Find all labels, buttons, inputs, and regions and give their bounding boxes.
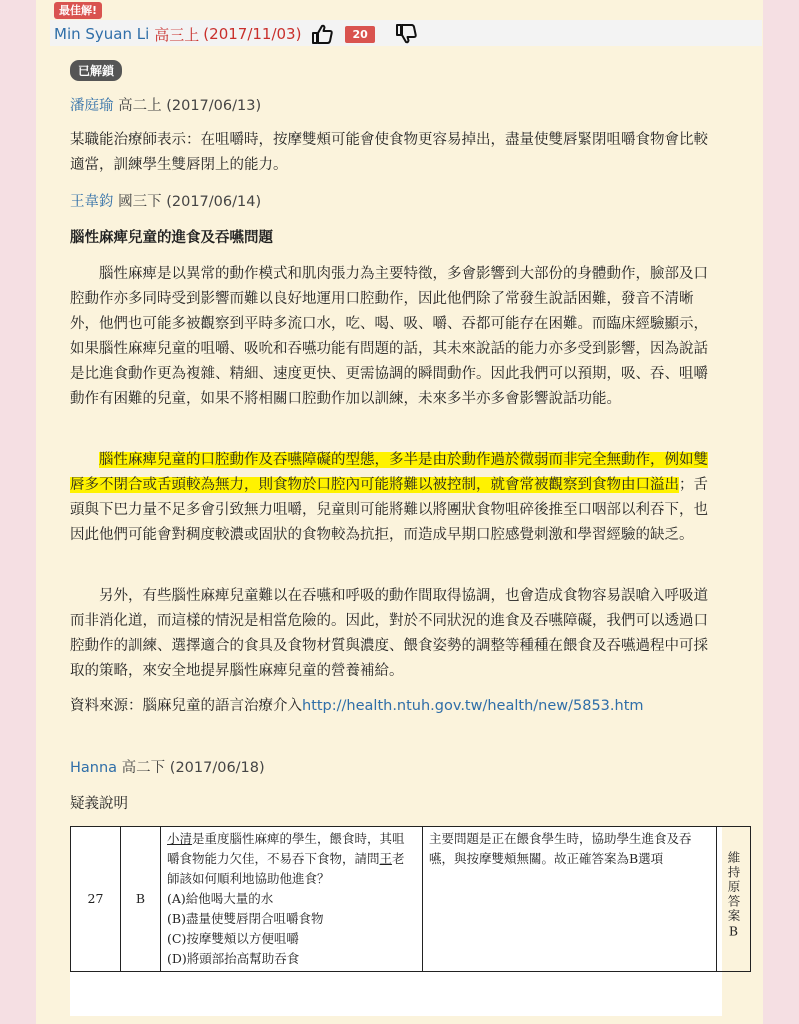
comment-body-1: 某職能治療師表示：在咀嚼時，按摩雙頰可能會使食物更容易掉出，盡量使雙唇緊閉咀嚼食物會比較適當，訓練學生雙唇閉上的能力。 [70, 132, 708, 173]
option-item: (C)按摩雙頰以方便咀嚼 [167, 931, 299, 946]
thumbs-down-icon [395, 24, 417, 44]
decision-text: 維持原答案B [726, 851, 741, 941]
question-number: 27 [71, 827, 121, 972]
comment-author[interactable]: 潘庭瑜 [70, 98, 114, 114]
source-label: 資料來源：腦麻兒童的語言治療介入 [70, 698, 302, 714]
teacher-name: 王 [379, 851, 393, 866]
source-line [70, 694, 720, 719]
answer-table [70, 826, 751, 972]
question-cell [161, 827, 423, 972]
comment-grade: 高二上 [118, 98, 162, 114]
answer-header [54, 22, 417, 46]
answer-grade: 高三上 [154, 25, 200, 44]
comment-date: (2017/06/13) [166, 98, 262, 114]
option-item: (D)將頭部抬高幫助吞食 [167, 951, 300, 966]
scanned-answer-table-image [70, 826, 741, 1016]
dislike-button[interactable] [395, 24, 417, 44]
thumbs-up-icon [311, 24, 333, 44]
student-name: 小清 [167, 831, 193, 846]
article-paragraph-2 [70, 448, 720, 548]
like-count: 20 [345, 26, 374, 43]
question-answer: B [121, 827, 161, 972]
article-heading: 腦性麻痺兒童的進食及吞嚥問題 [70, 230, 273, 246]
comment-author[interactable]: 王韋鈞 [70, 194, 114, 210]
source-link[interactable]: http://health.ntuh.gov.tw/health/new/5853.htm [302, 698, 644, 714]
comment-meta-1 [70, 94, 720, 119]
option-item: (A)給他喝大量的水 [167, 891, 274, 906]
comment-grade: 高二下 [121, 760, 166, 776]
explanation-cell: 主要問題是正在餵食學生時，協助學生進食及吞嚥，與按摩雙頰無關。故正確答案為B選項 [423, 827, 717, 972]
unlocked-badge: 已解鎖 [70, 60, 122, 81]
stem-text-1: 是重度腦性麻痺的學生，餵食時，其咀嚼食物能力欠佳，不易吞下食物，請問 [167, 831, 405, 866]
answer-author[interactable]: Min Syuan Li [54, 25, 150, 43]
article-paragraph-1: 腦性麻痺是以異常的動作模式和肌肉張力為主要特徵，多會影響到大部份的身體動作，臉部及口腔動作亦多同時受到影響而難以良好地運用口腔動作，因此他們除了常發生說話困難，發音不清晰外，他們也可能多被觀察到平時多流口水，吃、喝、吸、嚼、吞都可能存在困難。而臨床經驗顯示，如果腦性麻痺兒童的咀嚼、吸吮和吞嚥功能有問題的話，其未來說話的能力亦多受到影響，因為說話是比進食動作更為複雜、精細、速度更快、更需協調的瞬間動作。因此我們可以預期，吸、吞、咀嚼動作有困難的兒童，如果不將相關口腔動作加以訓練，未來多半亦多會影響說話功能。 [70, 266, 708, 407]
comment-title-3: 疑義說明 [70, 796, 128, 812]
decision-cell [717, 827, 751, 972]
comment-grade: 國三下 [118, 194, 162, 210]
comment-author[interactable]: Hanna [70, 760, 118, 776]
comment-meta-2 [70, 190, 720, 215]
best-answer-badge: 最佳解! [54, 2, 102, 19]
option-item: (B)盡量使雙唇閉合咀嚼食物 [167, 911, 324, 926]
table-row [71, 827, 751, 972]
paragraph-text: ；舌頭與下巴力量不足多會引致無力咀嚼，兒童則可能將難以將團狀食物咀碎後推至口咽部以利吞下，也因此他們可能會對稠度較濃或固狀的食物較為抗拒，而造成早期口腔感覺刺激和學習經驗的缺乏。 [70, 477, 708, 543]
highlighted-text: 腦性麻痺兒童的口腔動作及吞嚥障礙的型態，多半是由於動作過於微弱而非完全無動作，例如雙唇多不閉合或舌頭較為無力，則食物於口腔內可能將難以被控制，就會常被觀察到食物由口溢出 [70, 452, 708, 493]
like-button[interactable] [311, 24, 333, 44]
question-stem [167, 829, 416, 889]
comment-meta-3 [70, 756, 720, 781]
article-paragraph-3: 另外，有些腦性麻痺兒童難以在吞嚥和呼吸的動作間取得協調，也會造成食物容易誤嗆入呼吸道而非消化道，而這樣的情況是相當危險的。因此，對於不同狀況的進食及吞嚥障礙，我們可以透過口腔動作的訓練、選擇適合的食具及食物材質與濃度、餵食姿勢的調整等種種在餵食及吞嚥過程中可採取的策略，來安全地提昇腦性麻痺兒童的營養補給。 [70, 588, 708, 679]
comment-date: (2017/06/14) [166, 194, 262, 210]
comment-date: (2017/06/18) [169, 760, 265, 776]
stem-text-2: 老師該如何順利地協助他進食？ [167, 851, 405, 886]
answer-date: (2017/11/03) [203, 25, 302, 43]
